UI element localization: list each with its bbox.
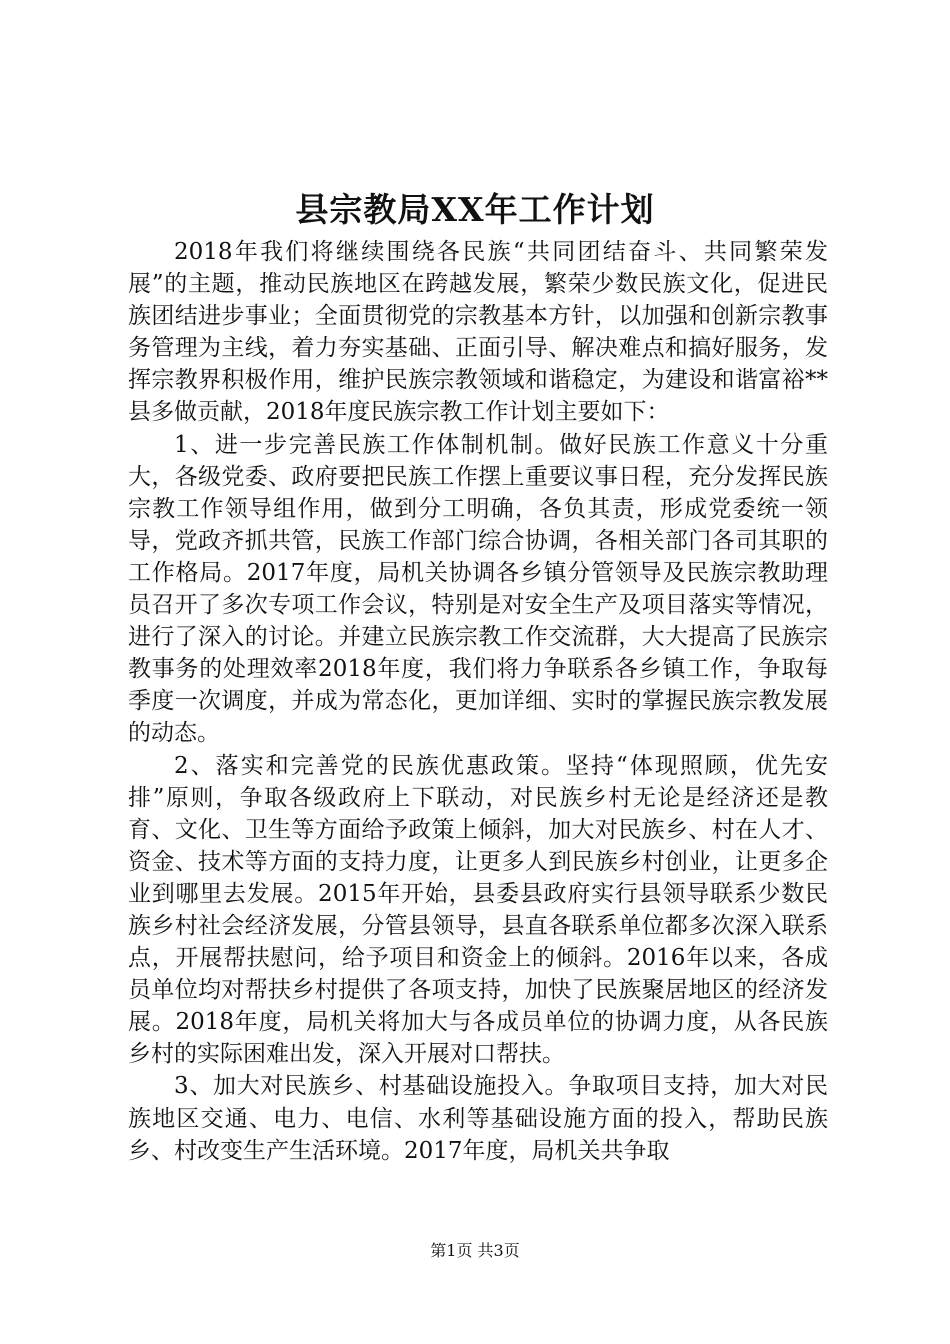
paragraph-intro: 2018年我们将继续围绕各民族“共同团结奋斗、共同繁荣发展”的主题，推动民族地区在跨越发展，繁荣少数民族文化，促进民族团结进步事业；全面贯彻党的宗教基本方针，以加强和创新宗教事务管理为主线，着力夯实基础、正面引导、解决难点和搞好服务，发挥宗教界积极作用，维护民族宗教领域和谐稳定，为建设和谐富裕**县多做贡献，2018年度民族宗教工作计划主要如下： [128, 239, 828, 426]
paragraph-item-1: 1、进一步完善民族工作体制机制。做好民族工作意义十分重大，各级党委、政府要把民族工作摆上重要议事日程，充分发挥民族宗教工作领导组作用，做到分工明确，各负其责，形成党委统一领导，党政齐抓共管，民族工作部门综合协调，各相关部门各司其职的工作格局。2017年度，局机关协调各乡镇分管领导及民族宗教助理员召开了多次专项工作会议，特别是对安全生产及项目落实等情况，进行了深入的讨论。并建立民族宗教工作交流群，大大提高了民族宗教事务的处理效率2018年度，我们将力争联系各乡镇工作，争取每季度一次调度，并成为常态化，更加详细、实时的掌握民族宗教发展的动态。 [128, 431, 828, 747]
document-body [128, 236, 828, 1167]
document-title: 县宗教局XX年工作计划 [295, 190, 655, 229]
page-number-footer: 第1页 共3页 [430, 1241, 520, 1260]
paragraph-item-2: 2、落实和完善党的民族优惠政策。坚持“体现照顾，优先安排”原则，争取各级政府上下联动，对民族乡村无论是经济还是教育、文化、卫生等方面给予政策上倾斜，加大对民族乡、村在人才、资金、技术等方面的支持力度，让更多人到民族乡村创业，让更多企业到哪里去发展。2015年开始，县委县政府实行县领导联系少数民族乡村社会经济发展，分管县领导，县直各联系单位都多次深入联系点，开展帮扶慰问，给予项目和资金上的倾斜。2016年以来，各成员单位均对帮扶乡村提供了各项支持，加快了民族聚居地区的经济发展。2018年度，局机关将加大与各成员单位的协调力度，从各民族乡村的实际困难出发，深入开展对口帮扶。 [128, 752, 828, 1068]
paragraph-item-3: 3、加大对民族乡、村基础设施投入。争取项目支持，加大对民族地区交通、电力、电信、水利等基础设施方面的投入，帮助民族乡、村改变生产生活环境。2017年度，局机关共争取 [128, 1073, 828, 1164]
